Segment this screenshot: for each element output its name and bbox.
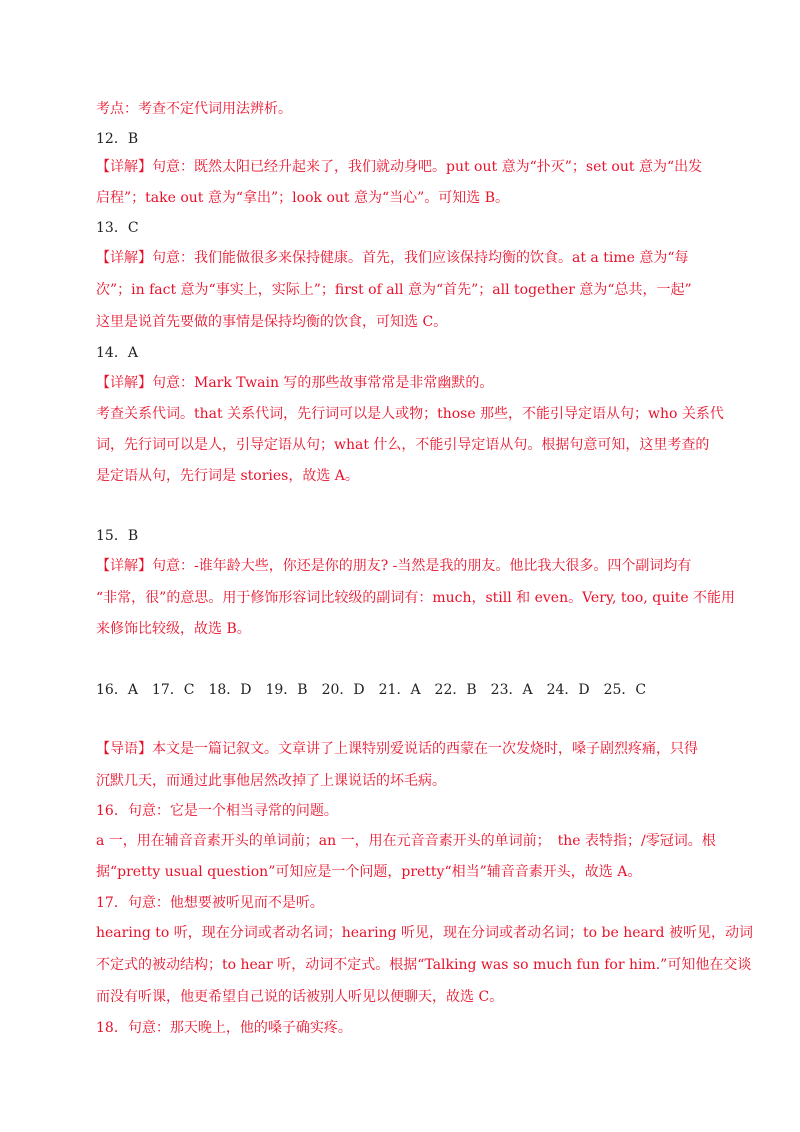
text-line: 沉默几天，而通过此事他居然改掉了上课说话的坏毛病。 (96, 773, 446, 789)
text-line: 词，先行词可以是人，引导定语从句；what 什么，不能引导定语从句。根据句意可知，这里考查的 (96, 437, 710, 453)
text-line: 【详解】句意：-谁年龄大些，你还是你的朋友? -当然是我的朋友。他比我大很多。四个副词均有 (96, 558, 692, 574)
answer-key-row: 16．A 17．C 18．D 19．B 20．D 21．A 22．B 23．A 24．D 25．C (96, 682, 647, 698)
text-line: 17．句意：他想要被听见而不是听。 (96, 895, 324, 911)
text-line: hearing to 听，现在分词或者动名词；hearing 听见，现在分词或者动名词；to be heard 被听见，动词 (96, 925, 753, 941)
text-line: 【详解】句意：Mark Twain 写的那些故事常常是非常幽默的。 (96, 375, 494, 391)
text-line: 【详解】句意：我们能做很多来保持健康。首先，我们应该保持均衡的饮食。at a time 意为“每 (96, 250, 689, 266)
text-line: 16．句意：它是一个相当寻常的问题。 (96, 803, 338, 819)
text-line: a 一，用在辅音音素开头的单词前；an 一，用在元音音素开头的单词前； the 表特指；/零冠词。根 (96, 833, 716, 849)
text-line: 启程”；take out 意为“拿出”；look out 意为“当心”。可知选 B。 (96, 190, 510, 206)
text-line: 不定式的被动结构；to hear 听，动词不定式。根据“Talking was so much fun for him.”可知他在交谈 (96, 957, 752, 973)
text-line: 是定语从句，先行词是 stories，故选 A。 (96, 468, 359, 484)
question-answer: 15．B (96, 528, 139, 544)
text-line: 【详解】句意：既然太阳已经升起来了，我们就动身吧。put out 意为“扑灭”；set out 意为“出发 (96, 159, 703, 175)
text-line: 据“pretty usual question”可知应是一个问题，pretty“相当”辅音音素开头，故选 A。 (96, 864, 642, 880)
text-line: 次”；in fact 意为“事实上，实际上”；first of all 意为“首先”；all together 意为“总共，一起” (96, 282, 692, 298)
text-line: 而没有听课，他更希望自己说的话被别人听见以便聊天，故选 C。 (96, 989, 504, 1005)
text-line: 考点：考查不定代词用法辨析。 (96, 101, 292, 117)
text-line: “非常，很”的意思。用于修饰形容词比较级的副词有：much，still 和 even。Very, too, quite 不能用 (96, 590, 736, 606)
text-line: 18．句意：那天晚上，他的嗓子确实疼。 (96, 1020, 352, 1036)
question-answer: 14．A (96, 345, 138, 361)
text-line: 【导语】本文是一篇记叙文。文章讲了上课特别爱说话的西蒙在一次发烧时，嗓子剧烈疼痛，只得 (96, 741, 698, 757)
text-line: 考查关系代词。that 关系代词，先行词可以是人或物；those 那些，不能引导定语从句；who 关系代 (96, 406, 724, 422)
question-answer: 13．C (96, 220, 139, 236)
text-line: 这里是说首先要做的事情是保持均衡的饮食，可知选 C。 (96, 314, 448, 330)
text-line: 来修饰比较级，故选 B。 (96, 621, 251, 637)
question-answer: 12．B (96, 131, 139, 147)
